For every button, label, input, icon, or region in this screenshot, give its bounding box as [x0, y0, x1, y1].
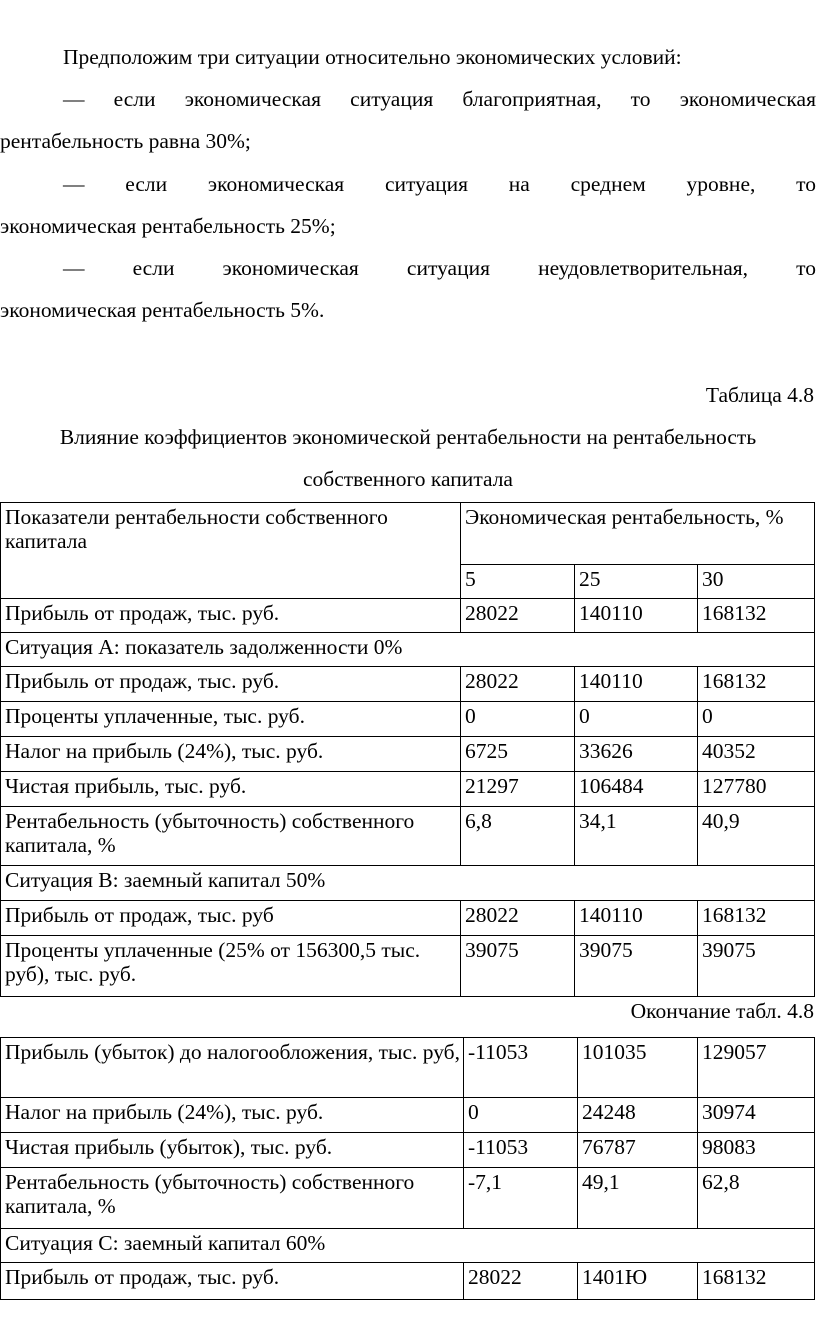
word: на — [508, 172, 530, 196]
table-row — [1, 807, 815, 866]
table-row — [1, 772, 815, 807]
table-row — [1, 737, 815, 772]
word: ситуация — [384, 172, 469, 196]
word: благоприятная, — [462, 87, 602, 111]
row-label: Чистая прибыль, тыс. руб. — [1, 772, 461, 807]
cell: 40,9 — [698, 807, 815, 866]
word: среднем — [570, 172, 646, 196]
cell: 28022 — [461, 667, 575, 702]
cell: 0 — [575, 702, 698, 737]
cell: 6725 — [461, 737, 575, 772]
row-label: Рентабельность (убыточность) собственного капитала, % — [1, 807, 461, 866]
cell: 76787 — [578, 1133, 698, 1168]
data-table-part-2 — [0, 1037, 815, 1300]
cell: 101035 — [578, 1038, 698, 1098]
row-label: Прибыль от продаж, тыс. руб — [1, 901, 461, 936]
cell: 140110 — [575, 667, 698, 702]
row-label: Прибыль (убыток) до налогообложения, тыс. руб, — [1, 1038, 464, 1098]
cell: 21297 — [461, 772, 575, 807]
word: неудовлетворительная, — [538, 256, 749, 280]
row-label: Проценты уплаченные (25% от 156300,5 тыс. руб), тыс. руб. — [1, 936, 461, 997]
cell: -11053 — [464, 1038, 578, 1098]
cell: 168132 — [698, 1263, 815, 1300]
data-table-part-1 — [0, 502, 815, 997]
header-value-30: 30 — [698, 565, 815, 599]
cell: 40352 — [698, 737, 815, 772]
table-title-line-2: собственного капитала — [303, 467, 513, 491]
cell: 168132 — [698, 901, 815, 936]
intro-item-3 — [0, 256, 816, 281]
cell: -7,1 — [464, 1168, 578, 1229]
section-row — [1, 633, 815, 667]
header-econ-rentability: Экономическая рентабельность, % — [461, 503, 815, 565]
section-label: Ситуация А: показатель задолженности 0% — [1, 633, 815, 667]
row-label: Проценты уплаченные, тыс. руб. — [1, 702, 461, 737]
cell: 24248 — [578, 1098, 698, 1133]
intro-item-1 — [0, 87, 816, 112]
word: ситуация — [350, 87, 434, 111]
cell: -11053 — [464, 1133, 578, 1168]
item-dash: — — [63, 172, 85, 196]
cell: 62,8 — [698, 1168, 815, 1229]
table-row — [1, 667, 815, 702]
cell: 6,8 — [461, 807, 575, 866]
cell: 34,1 — [575, 807, 698, 866]
intro-item-1-cont: рентабельность равна 30%; — [0, 129, 251, 153]
row-label: Прибыль от продаж, тыс. руб. — [1, 599, 461, 633]
cell: 1401Ю — [578, 1263, 698, 1300]
cell: 39075 — [698, 936, 815, 997]
word: экономическая — [679, 87, 816, 111]
word: экономическая — [222, 256, 359, 280]
cell: 39075 — [575, 936, 698, 997]
intro-line-1: Предположим три ситуации относительно экономических условий: — [63, 45, 682, 69]
word: если — [125, 172, 168, 196]
table-label: Таблица 4.8 — [705, 383, 814, 407]
cell: 140110 — [575, 599, 698, 633]
cell: 168132 — [698, 599, 815, 633]
table-row — [1, 1133, 815, 1168]
cell: 129057 — [698, 1038, 815, 1098]
cell: 28022 — [461, 901, 575, 936]
row-label: Налог на прибыль (24%), тыс. руб. — [1, 737, 461, 772]
cell: 127780 — [698, 772, 815, 807]
table-row — [1, 936, 815, 997]
cell: 106484 — [575, 772, 698, 807]
intro-item-2 — [0, 172, 816, 197]
row-label: Рентабельность (убыточность) собственного капитала, % — [1, 1168, 464, 1229]
table-title-line-1: Влияние коэффициентов экономической рентабельности на рентабельность — [59, 425, 757, 449]
table-row — [1, 1168, 815, 1229]
cell: 0 — [698, 702, 815, 737]
word: уровне, — [686, 172, 756, 196]
cell: 39075 — [461, 936, 575, 997]
section-row — [1, 866, 815, 901]
row-label: Прибыль от продаж, тыс. руб. — [1, 1263, 464, 1300]
item-dash: — — [63, 256, 85, 280]
cell: 168132 — [698, 667, 815, 702]
cell: 140110 — [575, 901, 698, 936]
intro-item-3-cont: экономическая рентабельность 5%. — [0, 298, 325, 322]
row-label: Налог на прибыль (24%), тыс. руб. — [1, 1098, 464, 1133]
continuation-label: Окончание табл. 4.8 — [630, 999, 814, 1023]
word: ситуация — [406, 256, 490, 280]
word: то — [796, 256, 816, 280]
cell: 33626 — [575, 737, 698, 772]
header-indicators: Показатели рентабельности собственного капитала — [1, 503, 461, 599]
word: то — [796, 172, 816, 196]
cell: 0 — [464, 1098, 578, 1133]
intro-item-2-cont: экономическая рентабельность 25%; — [0, 214, 336, 238]
cell: 28022 — [464, 1263, 578, 1300]
cell: 28022 — [461, 599, 575, 633]
table-row — [1, 901, 815, 936]
section-label: Ситуация В: заемный капитал 50% — [1, 866, 815, 901]
cell: 30974 — [698, 1098, 815, 1133]
table-row — [1, 1098, 815, 1133]
header-value-25: 25 — [575, 565, 698, 599]
word: экономическая — [184, 87, 321, 111]
word: то — [630, 87, 651, 111]
header-value-5: 5 — [461, 565, 575, 599]
cell: 0 — [461, 702, 575, 737]
word: если — [113, 87, 156, 111]
item-dash: — — [63, 87, 85, 111]
word: экономическая — [207, 172, 345, 196]
cell: 98083 — [698, 1133, 815, 1168]
section-row — [1, 1229, 815, 1263]
table-row — [1, 599, 815, 633]
table-row — [1, 702, 815, 737]
section-label: Ситуация С: заемный капитал 60% — [1, 1229, 815, 1263]
row-label: Чистая прибыль (убыток), тыс. руб. — [1, 1133, 464, 1168]
word: если — [132, 256, 175, 280]
row-label: Прибыль от продаж, тыс. руб. — [1, 667, 461, 702]
cell: 49,1 — [578, 1168, 698, 1229]
table-row — [1, 1263, 815, 1300]
table-row — [1, 1038, 815, 1098]
